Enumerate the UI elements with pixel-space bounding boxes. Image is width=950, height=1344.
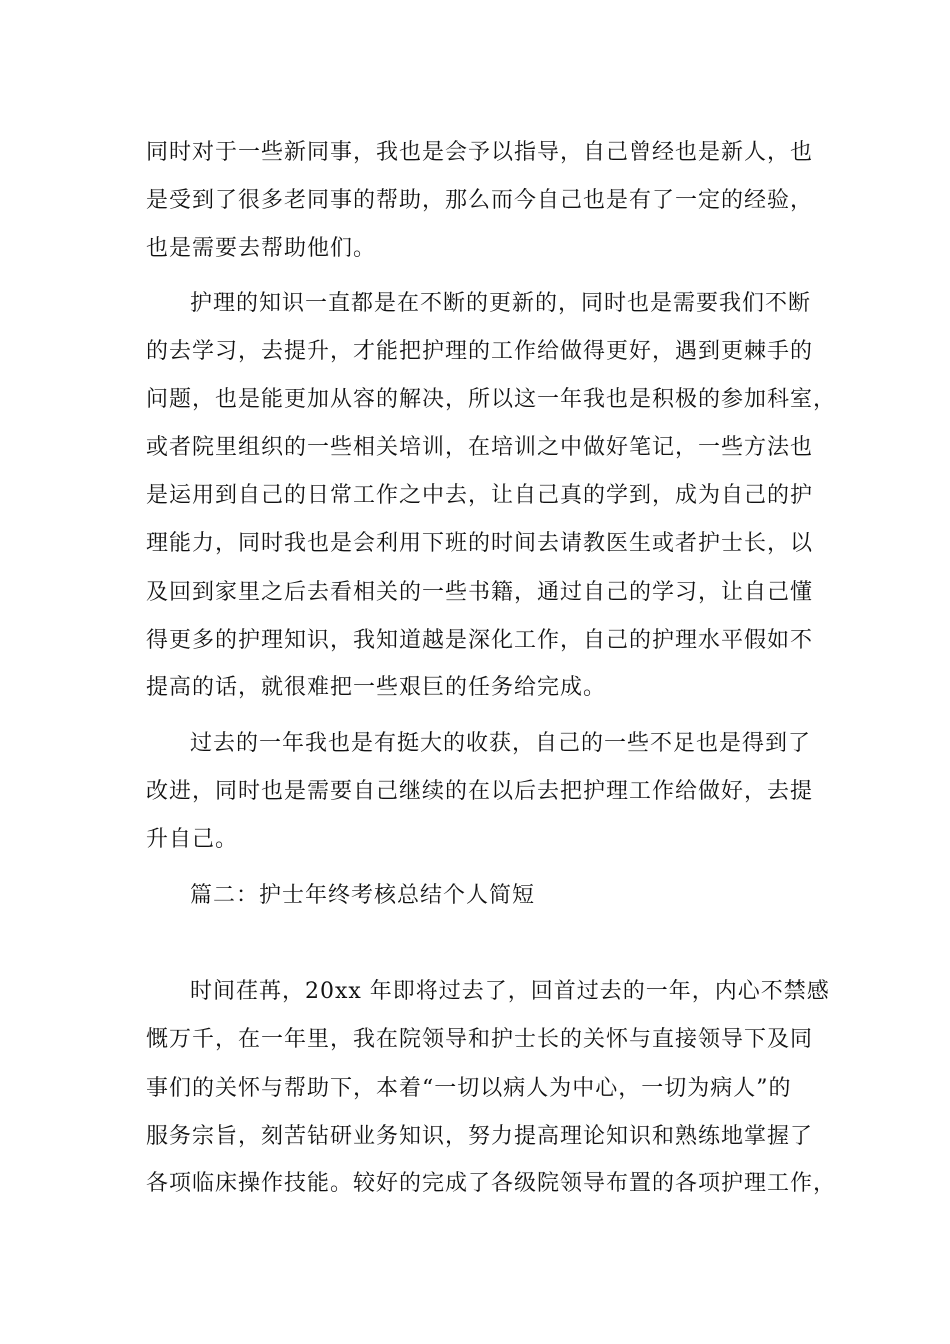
text-line: 也是需要去帮助他们。 [146,236,377,261]
text-line: 得更多的护理知识，我知道越是深化工作，自己的护理水平假如不 [146,628,814,653]
text-line: 及回到家里之后去看相关的一些书籍，通过自己的学习，让自己懂 [146,580,814,605]
text-line: 提高的话，就很难把一些艰巨的任务给完成。 [146,675,607,700]
text-line: 同时对于一些新同事，我也是会予以指导，自己曾经也是新人，也 [146,140,814,165]
text-line: 是受到了很多老同事的帮助，那么而今自己也是有了一定的经验， [146,188,814,213]
text-line: 慨万千，在一年里，我在院领导和护士长的关怀与直接领导下及同 [146,1027,814,1052]
text-line: 事们的关怀与帮助下，本着“一切以病人为中心，一切为病人”的 [146,1076,792,1101]
text-line: 各项临床操作技能。较好的完成了各级院领导布置的各项护理工作， [146,1171,837,1196]
text-line: 服务宗旨，刻苦钻研业务知识，努力提高理论知识和熟练地掌握了 [146,1124,814,1149]
text-line: 问题，也是能更加从容的解决，所以这一年我也是积极的参加科室， [146,387,837,412]
text-line: 过去的一年我也是有挺大的收获，自己的一些不足也是得到了 [190,731,812,756]
text-line: 的去学习，去提升，才能把护理的工作给做得更好，遇到更棘手的 [146,339,814,364]
text-line: 理能力，同时我也是会利用下班的时间去请教医生或者护士长，以 [146,531,814,556]
text-line: 升自己。 [146,827,239,852]
text-line: 或者院里组织的一些相关培训，在培训之中做好笔记，一些方法也 [146,435,814,460]
text-line: 护理的知识一直都是在不断的更新的，同时也是需要我们不断 [190,291,812,316]
text-line: 改进，同时也是需要自己继续的在以后去把护理工作给做好，去提 [146,779,814,804]
text-line: 是运用到自己的日常工作之中去，让自己真的学到，成为自己的护 [146,483,814,508]
section-heading: 篇二：护士年终考核总结个人简短 [190,883,536,908]
text-line: 时间荏苒，20xx 年即将过去了，回首过去的一年，内心不禁感 [190,979,830,1004]
